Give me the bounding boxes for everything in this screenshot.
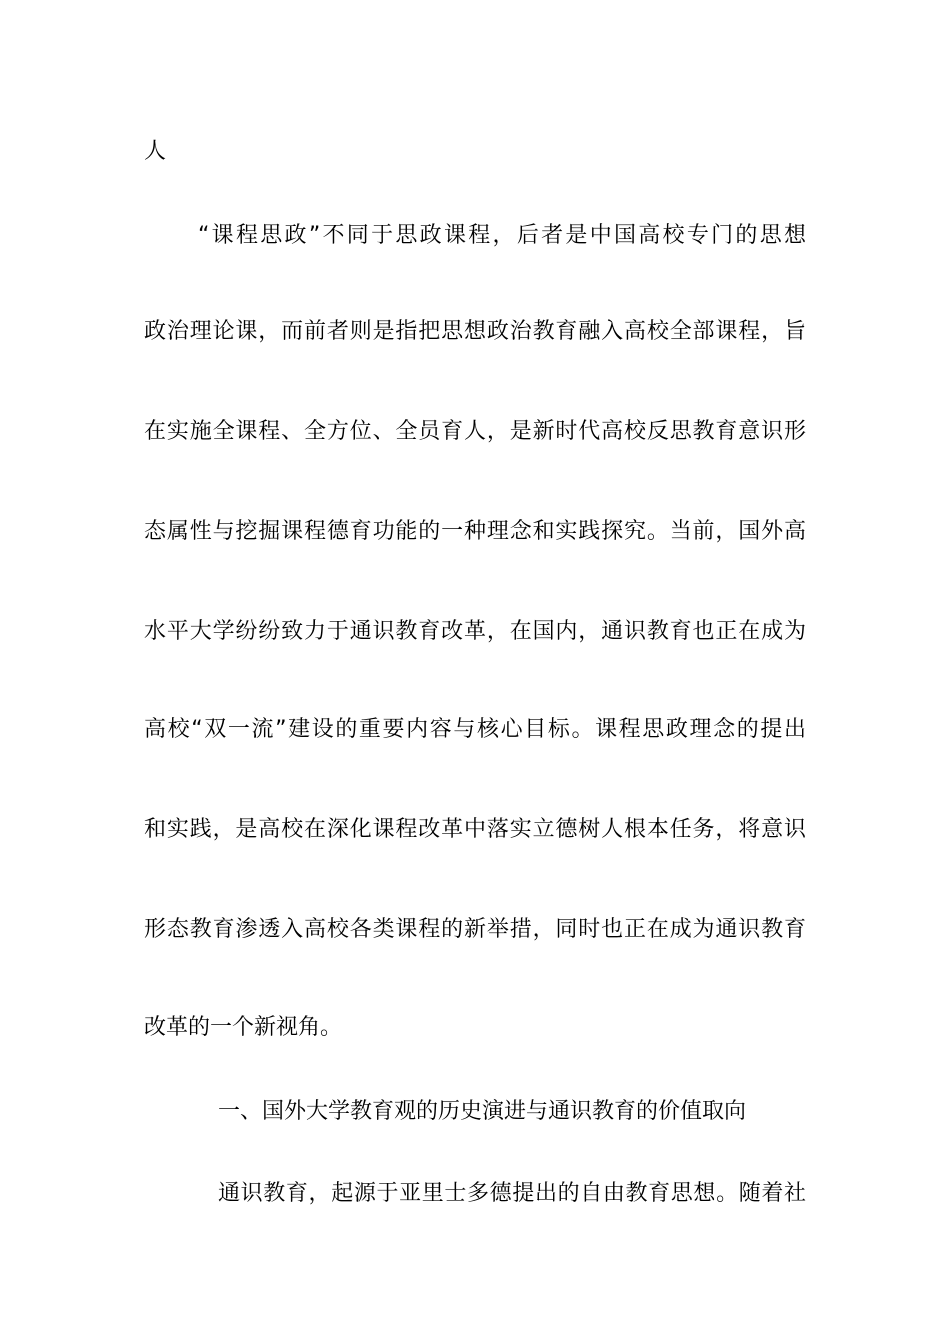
paragraph-line: 在实施全课程、全方位、全员育人，是新时代高校反思教育意识形 [144,419,806,444]
paragraph-line-last: 改革的一个新视角。 [144,1015,343,1040]
section-heading: 一、国外大学教育观的历史演进与通识教育的价值取向 [218,1099,747,1124]
paragraph-line-continuation: 人 [144,139,167,164]
paragraph-line: 形态教育渗透入高校各类课程的新举措，同时也正在成为通识教育 [144,917,806,942]
paragraph-line: “课程思政”不同于思政课程，后者是中国高校专门的思想 [198,223,806,248]
paragraph-line: 态属性与挖掘课程德育功能的一种理念和实践探究。当前，国外高 [144,519,806,544]
section-paragraph-line: 通识教育，起源于亚里士多德提出的自由教育思想。随着社 [218,1181,806,1206]
paragraph-line: 高校“双一流”建设的重要内容与核心目标。课程思政理念的提出 [144,717,806,742]
paragraph-line: 和实践，是高校在深化课程改革中落实立德树人根本任务，将意识 [144,817,806,842]
paragraph-line: 政治理论课，而前者则是指把思想政治教育融入高校全部课程，旨 [144,319,806,344]
paragraph-line: 水平大学纷纷致力于通识教育改革，在国内，通识教育也正在成为 [144,619,806,644]
